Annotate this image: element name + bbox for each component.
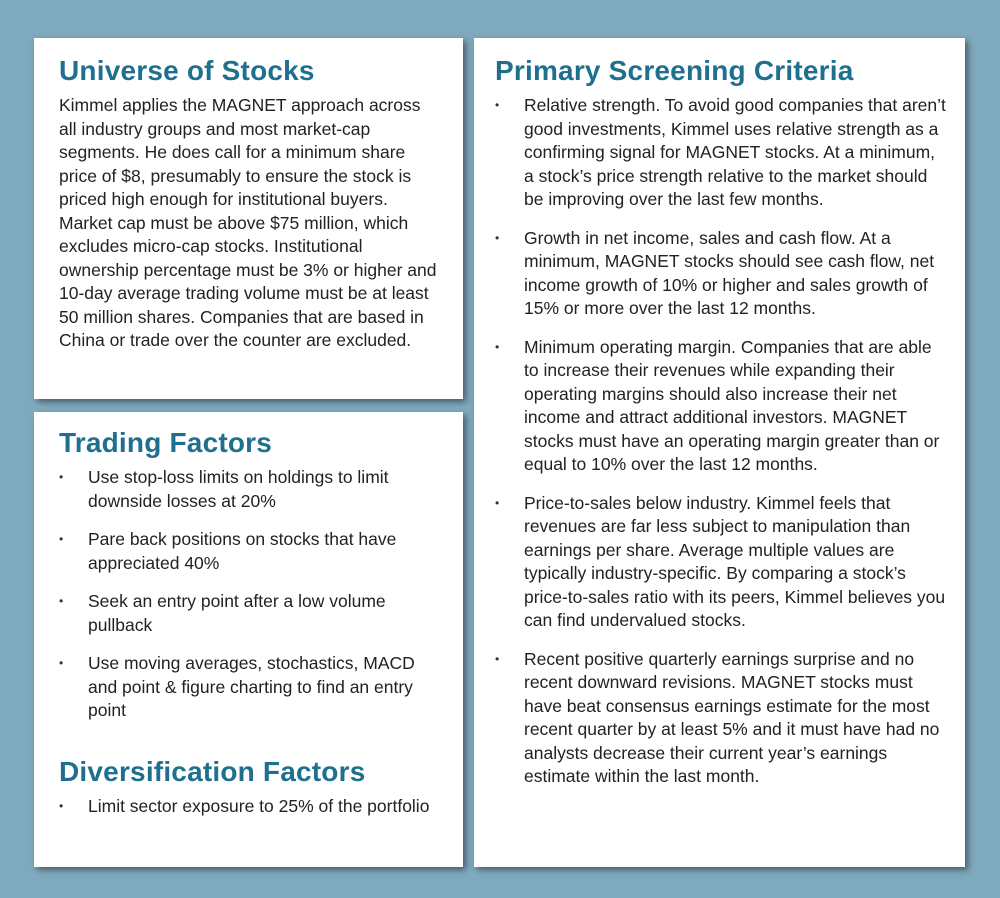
list-item: • Use moving averages, stochastics, MACD and point & figure charting to find an entry point	[59, 653, 415, 720]
bullet-icon: •	[495, 651, 500, 666]
list-item: • Growth in net income, sales and cash flow. At a minimum, MAGNET stocks should see cash flow, net income growth of 10% or higher and sales growth of 15% or more over the last 12 months.	[495, 227, 935, 318]
bullet-icon: •	[495, 98, 500, 112]
universe-body: Kimmel applies the MAGNET approach across all industry groups and most market-cap segments. He does call for a minimum share price of $8, presumably to ensure the stock is priced high enough for institutional buyers. Market cap must be above $75 million, which excludes micro-cap stocks. Institutional ownership percentage must be 3% or higher and 10-day average trading volume must be at least 50 million shares. Companies that are based in China or trade over the counter are excluded.	[59, 95, 437, 350]
trading-title: Trading Factors	[59, 427, 273, 458]
list-item: • Minimum operating margin. Companies that are able to increase their revenues while expanding their operating margins should also increase their net income and attract additional investors. MAGNET stocks must have an operating margin greater than or equal to 10% over the last 12 months.	[495, 336, 940, 474]
bullet-icon: •	[495, 339, 500, 354]
list-item: • Price-to-sales below industry. Kimmel feels that revenues are far less subject to manipulation than earnings per share. Average multiple values are typically industry-specific. By comparing a stock’s price-to-sales ratio with its peers, Kimmel believes you can find undervalued stocks.	[495, 492, 946, 630]
list-item: • Relative strength. To avoid good companies that aren’t good investments, Kimmel uses relative strength as a confirming signal for MAGNET stocks. At a minimum, a stock’s price strength relative to the market should be improving over the last few months.	[495, 95, 946, 209]
diversification-title: Diversification Factors	[59, 755, 366, 787]
bullet-icon: •	[495, 495, 500, 510]
universe-panel	[34, 38, 463, 399]
bullet-icon: •	[59, 532, 64, 546]
bullet-icon: •	[59, 594, 64, 608]
trading-list	[59, 466, 441, 723]
trading-diversification-panel	[34, 412, 463, 867]
bullet-icon: •	[59, 798, 64, 813]
diversification-list	[59, 795, 441, 819]
universe-title: Universe of Stocks	[59, 55, 315, 86]
list-item: • Recent positive quarterly earnings surprise and no recent downward revisions. MAGNET stocks must have beat consensus earnings estimate for the most recent quarter by at least 5% and it must have had no analysts decrease their current year’s earnings estimate within the last month.	[495, 648, 940, 786]
bullet-icon: •	[59, 656, 64, 670]
list-item: • Seek an entry point after a low volume pullback	[59, 591, 386, 635]
list-item: • Limit sector exposure to 25% of the portfolio	[59, 795, 441, 819]
bullet-icon: •	[59, 470, 64, 484]
primary-list	[495, 94, 947, 789]
bullet-icon: •	[495, 230, 500, 245]
primary-title: Primary Screening Criteria	[495, 55, 854, 86]
primary-criteria-panel	[474, 38, 965, 867]
list-item: • Use stop-loss limits on holdings to limit downside losses at 20%	[59, 467, 389, 511]
list-item: • Pare back positions on stocks that have appreciated 40%	[59, 529, 397, 573]
